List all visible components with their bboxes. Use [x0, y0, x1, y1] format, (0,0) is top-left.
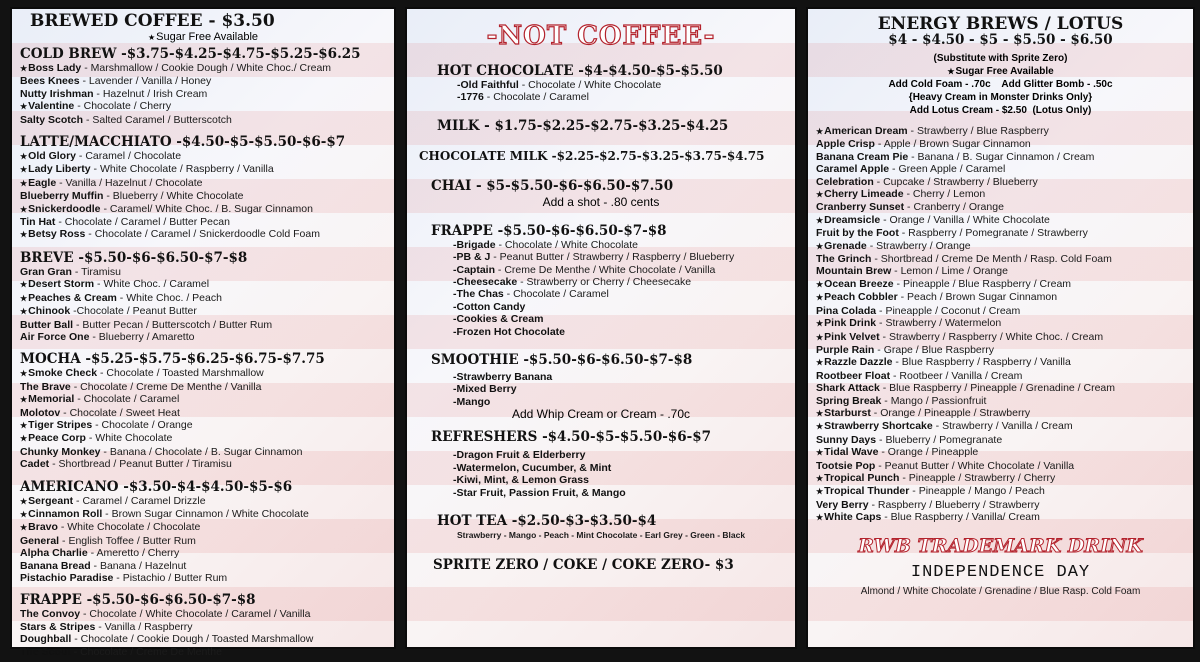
menu-item [816, 305, 1185, 317]
menu-item-description: - Banana / Hazelnut [90, 559, 187, 572]
menu-item-name: -Kiwi, Mint, & Lemon Grass [453, 474, 589, 487]
menu-item-name: Butter Ball [20, 318, 74, 331]
menu-item-name: -Star Fruit, Passion Fruit, & Mango [453, 486, 626, 499]
menu-item [20, 114, 386, 126]
menu-item-name: ★ Peaches & Cream [20, 292, 117, 304]
menu-item-description: - Salted Caramel / Butterscotch [83, 113, 232, 126]
menu-item-name: -Dragon Fruit & Elderberry [453, 449, 586, 462]
menu-item-name: Cadet [20, 458, 50, 471]
menu-item-description: - Pineapple / Coconut / Cream [876, 304, 1021, 317]
menu-item-name: Apple Crisp [816, 138, 875, 151]
menu-item [816, 472, 1185, 485]
menu-item-description: - White Choc. / Peach [116, 291, 222, 304]
add-ons-note: Add Cold Foam - .70c Add Glitter Bomb - .50c [888, 79, 1113, 90]
menu-item-name: ★ Boss Lady [20, 62, 81, 74]
menu-item-name: Caramel Apple [816, 163, 890, 176]
menu-item-description: - Caramel / Chocolate [76, 150, 182, 163]
menu-item-name: ★ Eagle [20, 177, 56, 189]
menu-item-description: - Caramel/ White Choc. / B. Sugar Cinnamon [100, 202, 313, 215]
menu-item [816, 227, 1185, 239]
menu-item-description: - Hazelnut / Irish Cream [93, 87, 208, 100]
menu-item-description: - Cherry / Lemon [903, 188, 986, 201]
menu-item-name: Gran Gran [20, 265, 72, 278]
menu-item-name: -Cheesecake [453, 276, 518, 289]
menu-item-name: ★ Ocean Breeze [816, 278, 894, 290]
menu-item-name: Blueberry Muffin [20, 190, 104, 203]
menu-item-name: ★ Bravo [20, 521, 58, 533]
menu-item [20, 88, 386, 100]
menu-item-description: - Creme De Menthe / White Chocolate / Vanilla [495, 263, 716, 276]
independence-day-title: INDEPENDENCE DAY [910, 562, 1091, 582]
menu-item-description: - Mango / Passionfruit [881, 394, 987, 407]
menu-item-name: ★ Starburst [816, 407, 871, 419]
menu-item-name: ★ Smoke Check [20, 367, 97, 379]
menu-item [816, 138, 1185, 150]
menu-item-description: - Chocolate / Caramel [483, 91, 589, 104]
menu-item-name: Banana Bread [20, 559, 91, 572]
menu-item-name: ★ Cherry Limeade [816, 188, 904, 200]
milk-title: MILK - $1.75-$2.25-$2.75-$3.25-$4.25 [437, 117, 729, 134]
menu-item [20, 432, 386, 445]
menu-item-description: - Blueberry / Pomegranate [876, 433, 1003, 446]
menu-item [453, 276, 783, 288]
menu-item [20, 508, 386, 521]
menu-item-description: - Orange / Pineapple / Strawberry [870, 406, 1031, 419]
menu-item-name: Mountain Brew [816, 265, 892, 278]
menu-item-name: ★ Razzle Dazzle [816, 356, 892, 368]
menu-item-description: - Chocolate / Orange [92, 418, 193, 431]
sugar-free-note-2: ★ Sugar Free Available [816, 65, 1185, 78]
menu-item-description: - Tiramisu [71, 265, 121, 278]
menu-item-name: -Captain [453, 263, 495, 276]
not-coffee-panel [405, 7, 797, 649]
menu-item-name: ★ Dreamsicle [816, 214, 880, 226]
menu-item-description: - Chocolate / Creme De Menthe [70, 645, 222, 658]
menu-item [453, 371, 783, 383]
menu-item-description: - Raspberry / Pomegranate / Strawberry [898, 227, 1088, 240]
menu-item-description: - Shortbread / Creme De Menth / Rasp. Cold Foam [871, 253, 1112, 266]
menu-item-name: Pistachio Paradise [20, 572, 114, 584]
energy-notes [816, 52, 1185, 117]
menu-item-name: The Grinch [816, 253, 872, 266]
mocha-title: MOCHA -$5.25-$5.75-$6.25-$6.75-$7.75 [20, 351, 325, 368]
menu-item-name: Nutty Irishman [20, 87, 94, 100]
smoothie-list [453, 371, 783, 408]
menu-item-description: - Shortbread / Peanut Butter / Tiramisu [49, 458, 232, 471]
menu-item-description: - Blue Raspberry / Pineapple / Grenadine / Cream [879, 382, 1116, 395]
menu-item-description: - Peach / Brown Sugar Cinnamon [897, 291, 1058, 304]
menu-item [20, 521, 386, 534]
menu-item [816, 434, 1185, 446]
frappe2-title: FRAPPE -$5.50-$6-$6.50-$7-$8 [431, 222, 667, 239]
menu-item-description: - Lavender / Vanilla / Honey [79, 75, 212, 88]
energy-prices: $4 - $4.50 - $5 - $5.50 - $6.50 [888, 32, 1113, 48]
menu-item-name: General [20, 534, 60, 547]
latte-title: LATTE/MACCHIATO -$4.50-$5-$5.50-$6-$7 [20, 134, 346, 151]
menu-item [816, 370, 1185, 382]
menu-item [20, 305, 386, 318]
menu-item [20, 278, 386, 291]
menu-item-name: -Brigade [453, 238, 496, 251]
menu-item-name: Cranberry Sunset [816, 201, 905, 214]
mocha-list [20, 367, 386, 470]
menu-item-description: - Blue Raspberry / Raspberry / Vanilla [892, 356, 1071, 369]
menu-item-name: ★ Grenade [816, 240, 867, 252]
menu-item-description: - Raspberry / Blueberry / Strawberry [868, 498, 1040, 511]
menu-item [816, 317, 1185, 330]
menu-item-name: ★ American Dream [816, 125, 908, 137]
menu-item-name: ★ White Caps [816, 511, 881, 523]
menu-item-description: - Lemon / Lime / Orange [891, 265, 1008, 278]
menu-item-name: The Scout [20, 645, 71, 658]
menu-item [20, 216, 386, 228]
menu-item-name: Molotov [20, 406, 61, 419]
menu-item [816, 446, 1185, 459]
menu-item-description: - Apple / Brown Sugar Cinnamon [874, 138, 1031, 151]
menu-item [20, 319, 386, 331]
menu-item-name: -Watermelon, Cucumber, & Mint [453, 461, 612, 474]
menu-item [816, 460, 1185, 472]
menu-item [816, 151, 1185, 163]
menu-item-description: - Ameretto / Cherry [87, 547, 180, 560]
sugar-free-note: ★ Sugar Free Available [20, 31, 386, 44]
menu-item [20, 419, 386, 432]
menu-item [20, 495, 386, 508]
menu-item [453, 239, 783, 251]
menu-item-description: - White Chocolate / Raspberry / Vanilla [90, 163, 274, 176]
menu-item [816, 240, 1185, 253]
menu-item-description: - Chocolate / Toasted Marshmallow [97, 367, 264, 380]
menu-item-description: - Butter Pecan / Butterscotch / Butter Rum [73, 318, 273, 331]
menu-item-name: Doughball [20, 633, 72, 646]
menu-item [20, 572, 386, 584]
menu-item-description: - Chocolate / White Chocolate [518, 79, 662, 91]
hot-chocolate-title: HOT CHOCOLATE -$4-$4.50-$5-$5.50 [437, 63, 723, 79]
menu-item [20, 266, 386, 278]
menu-item-name: ★ Tropical Thunder [816, 485, 909, 497]
menu-item [816, 420, 1185, 433]
menu-item [20, 393, 386, 406]
refreshers-title: REFRESHERS -$4.50-$5-$5.50-$6-$7 [431, 429, 711, 446]
menu-item-description: - Blueberry / Amaretto [89, 330, 195, 343]
menu-item-name: -Cookies & Cream [453, 313, 544, 326]
menu-item-name: Rootbeer Float [816, 369, 891, 382]
menu-item [453, 449, 783, 461]
menu-item-description: - White Choc. / Caramel [94, 278, 210, 291]
menu-item [20, 203, 386, 216]
menu-item-description: - Chocolate / Cookie Dough / Toasted Marshmallow [71, 633, 314, 646]
menu-item-name: ★ Memorial [20, 393, 74, 405]
menu-item [816, 176, 1185, 188]
chai-note: Add a shot - .80 cents [542, 194, 660, 209]
menu-item [453, 251, 783, 263]
menu-item [20, 621, 386, 633]
hot-tea-flavors: Strawberry - Mango - Peach - Mint Chocolate - Earl Grey - Green - Black [456, 529, 746, 540]
menu-item-name: -Strawberry Banana [453, 371, 553, 384]
energy-brews-panel [806, 7, 1195, 649]
substitute-note: (Substitute with Sprite Zero) [933, 53, 1068, 64]
lotus-cream-note: Add Lotus Cream - $2.50 (Lotus Only) [909, 105, 1092, 116]
menu-item-name: ★ Lady Liberty [20, 163, 91, 175]
menu-item [457, 91, 783, 103]
energy-title: ENERGY BREWS / LOTUS [877, 14, 1124, 34]
menu-item-name: Pina Colada [816, 304, 877, 317]
frappe2-list [453, 239, 783, 338]
menu-item-name: Salty Scotch [20, 113, 84, 126]
brewed-coffee-title: BREWED COFFEE - $3.50 [30, 11, 275, 31]
menu-item-name: ★ Chinook [20, 305, 70, 317]
menu-item-name: Air Force One [20, 330, 90, 343]
menu-item [816, 511, 1185, 524]
menu-item [453, 326, 783, 338]
menu-item-description: - Blue Raspberry / Vanilla/ Cream [881, 511, 1040, 524]
menu-item-description: - Chocolate / Caramel [503, 288, 609, 301]
menu-item [453, 301, 783, 313]
menu-item-name: ★ Tiger Stripes [20, 419, 92, 431]
menu-item-name: ★ Cinnamon Roll [20, 508, 102, 520]
menu-item [453, 487, 783, 499]
menu-item-description: - Pineapple / Blue Raspberry / Cream [893, 277, 1072, 290]
menu-item-description: - Strawberry / Orange [866, 239, 971, 252]
menu-item-name: The Brave [20, 380, 71, 393]
menu-item-description: - Pistachio / Butter Rum [113, 572, 228, 584]
menu-item-name: ★ Old Glory [20, 150, 76, 162]
menu-item [816, 278, 1185, 291]
menu-item-description: - Chocolate / Cherry [74, 100, 172, 113]
menu-item-name: -Mango [453, 395, 491, 408]
menu-item-name: ★ Pink Drink [816, 317, 876, 329]
menu-item [20, 608, 386, 620]
menu-item [20, 150, 386, 163]
menu-item-name: ★ Pink Velvet [816, 331, 880, 343]
menu-item-name: Alpha Charlie [20, 547, 88, 560]
menu-item-name: ★ Strawberry Shortcake [816, 420, 933, 432]
menu-item [816, 125, 1185, 138]
menu-item [816, 331, 1185, 344]
menu-item [453, 474, 783, 486]
refreshers-list [453, 449, 783, 499]
menu-item-name: Chunky Monkey [20, 445, 101, 458]
menu-item [816, 253, 1185, 265]
menu-item [20, 163, 386, 176]
menu-item-name: Tin Hat [20, 216, 56, 229]
menu-item [20, 458, 386, 470]
menu-item-name: ★ Tidal Wave [816, 446, 878, 458]
menu-item [453, 264, 783, 276]
menu-item [453, 288, 783, 300]
menu-item [20, 446, 386, 458]
latte-list [20, 150, 386, 242]
hot-chocolate-list [457, 79, 783, 104]
menu-item [20, 381, 386, 393]
menu-item-name: Shark Attack [816, 382, 880, 395]
menu-item-description: -Chocolate / Peanut Butter [70, 305, 197, 318]
menu-item-description: - Green Apple / Caramel [889, 163, 1006, 176]
menu-item [20, 331, 386, 343]
menu-item [816, 291, 1185, 304]
menu-item-name: ★ Snickerdoodle [20, 203, 101, 215]
menu-item [20, 646, 386, 658]
menu-item [816, 407, 1185, 420]
menu-item-name: Bees Knees [20, 75, 80, 88]
menu-item-description: - Strawberry / Vanilla / Cream [932, 420, 1073, 433]
menu-item-description: - Banana / B. Sugar Cinnamon / Cream [908, 150, 1095, 163]
menu-item-description: - Chocolate / Sweet Heat [60, 406, 180, 419]
menu-item [816, 395, 1185, 407]
coffee-menu-panel [10, 7, 396, 658]
menu-item-name: ★ Sergeant [20, 495, 73, 507]
menu-item [20, 547, 386, 559]
menu-item-description: - Pineapple / Mango / Peach [909, 485, 1045, 498]
menu-item [816, 201, 1185, 213]
menu-item-description: - Strawberry or Cherry / Cheesecake [517, 276, 692, 289]
menu-item-description: - Chocolate / White Chocolate [495, 238, 638, 251]
breve-list [20, 266, 386, 343]
menu-item-description: - Orange / Pineapple [878, 446, 979, 459]
hot-tea-title: HOT TEA -$2.50-$3-$3.50-$4 [437, 512, 657, 529]
menu-item [816, 485, 1185, 498]
menu-item [816, 499, 1185, 511]
menu-item [20, 177, 386, 190]
menu-item-name: -PB & J [453, 251, 491, 264]
breve-title: BREVE -$5.50-$6-$6.50-$7-$8 [20, 249, 248, 266]
menu-item-description: - Banana / Chocolate / B. Sugar Cinnamon [100, 445, 303, 458]
menu-item-description: - Peanut Butter / Strawberry / Raspberry / Blueberry [490, 251, 735, 264]
menu-item-name: Banana Cream Pie [816, 150, 909, 163]
menu-item-name: -Old Faithful [457, 79, 519, 91]
menu-item-name: Very Berry [816, 498, 869, 511]
menu-item-name: The Convoy [20, 608, 81, 621]
menu-item-description: - Marshmallow / Cookie Dough / White Choc./ Cream [81, 62, 332, 74]
menu-item [816, 356, 1185, 369]
menu-item [816, 265, 1185, 277]
menu-item-description: - Vanilla / Raspberry [95, 620, 193, 633]
menu-item [20, 367, 386, 380]
menu-item [20, 292, 386, 305]
menu-item-name: Fruit by the Foot [816, 227, 899, 240]
menu-item [20, 228, 386, 241]
menu-item [20, 633, 386, 645]
independence-day-desc: Almond / White Chocolate / Grenadine / Blue Rasp. Cold Foam [860, 585, 1141, 597]
menu-item-description: - Rootbeer / Vanilla / Cream [890, 369, 1023, 382]
menu-item-description: - Chocolate / Caramel / Butter Pecan [55, 216, 230, 229]
menu-item-name: ★ Peace Corp [20, 432, 86, 444]
menu-item-name: Sunny Days [816, 433, 877, 446]
americano-title: AMERICANO -$3.50-$4-$4.50-$5-$6 [20, 478, 293, 495]
sprite-coke-title: SPRITE ZERO / COKE / COKE ZERO- $3 [433, 557, 734, 574]
menu-item-description: - Chocolate / Caramel [74, 393, 180, 406]
menu-item-description: - Strawberry / Raspberry / White Choc. / Cream [879, 330, 1104, 343]
menu-item [816, 163, 1185, 175]
menu-item [453, 383, 783, 395]
menu-item-name: ★ Peach Cobbler [816, 291, 898, 303]
menu-item [20, 560, 386, 572]
rwb-trademark-title: RWB TRADEMARK DRINK [858, 534, 1143, 557]
menu-item-name: -Cotton Candy [453, 300, 526, 313]
not-coffee-header: -NOT COFFEE- [486, 21, 716, 51]
menu-item-name: -The Chas [453, 288, 504, 301]
menu-item [453, 462, 783, 474]
heavy-cream-note: {Heavy Cream in Monster Drinks Only} [908, 92, 1093, 103]
menu-item-description: - Grape / Blue Raspberry [874, 343, 994, 356]
menu-item [20, 190, 386, 202]
menu-item-description: - Orange / Vanilla / White Chocolate [880, 213, 1050, 226]
menu-item-description: - Brown Sugar Cinnamon / White Chocolate [102, 507, 309, 520]
menu-item-name: Celebration [816, 175, 874, 188]
menu-item-description: - Strawberry / Watermelon [876, 317, 1002, 330]
menu-item-description: - Chocolate / Creme De Menthe / Vanilla [70, 380, 262, 393]
menu-item-name: ★ Betsy Ross [20, 228, 85, 240]
menu-item-name: -Frozen Hot Chocolate [453, 325, 565, 338]
menu-item-description: - Vanilla / Hazelnut / Chocolate [56, 176, 203, 189]
menu-item-description: - White Chocolate / Chocolate [57, 521, 201, 534]
menu-item-description: - Caramel / Caramel Drizzle [73, 494, 206, 507]
smoothie-title: SMOOTHIE -$5.50-$6-$6.50-$7-$8 [431, 352, 693, 369]
menu-item-description: - Blueberry / White Chocolate [103, 190, 244, 203]
menu-item-description: - Cupcake / Strawberry / Blueberry [873, 175, 1038, 188]
menu-item [453, 313, 783, 325]
menu-item-description: - Cranberry / Orange [904, 201, 1004, 214]
energy-list [816, 125, 1185, 525]
menu-item-description: - Peanut Butter / White Chocolate / Vanilla [875, 459, 1075, 472]
menu-item-name: ★ Tropical Punch [816, 472, 899, 484]
menu-item-name: -1776 [457, 91, 484, 104]
americano-list [20, 495, 386, 585]
smoothie-note: Add Whip Cream or Cream - .70c [511, 407, 691, 422]
menu-item-description: - Chocolate / White Chocolate / Caramel / Vanilla [80, 608, 311, 621]
menu-item-description: - Chocolate / Caramel / Snickerdoodle Cold Foam [85, 228, 320, 241]
menu-item [20, 407, 386, 419]
menu-item [816, 214, 1185, 227]
frappe-list [20, 608, 386, 658]
chocolate-milk-title: CHOCOLATE MILK -$2.25-$2.75-$3.25-$3.75-$4.75 [419, 148, 765, 163]
menu-item [20, 100, 386, 113]
menu-item-name: Purple Rain [816, 343, 875, 356]
menu-item-name: -Mixed Berry [453, 383, 517, 396]
chai-title: CHAI - $5-$5.50-$6-$6.50-$7.50 [431, 177, 674, 194]
cold-brew-title: COLD BREW -$3.75-$4.25-$4.75-$5.25-$6.25 [20, 46, 361, 62]
menu-item-name: Spring Break [816, 394, 882, 407]
menu-item [816, 382, 1185, 394]
frappe-title: FRAPPE -$5.50-$6-$6.50-$7-$8 [20, 592, 256, 609]
menu-item-description: - Strawberry / Blue Raspberry [907, 125, 1049, 137]
menu-item [816, 188, 1185, 201]
menu-item-name: Stars & Stripes [20, 620, 96, 633]
menu-item [20, 75, 386, 87]
menu-item-name: ★ Desert Storm [20, 278, 94, 290]
cold-brew-list [20, 62, 386, 126]
menu-item-description: - Pineapple / Strawberry / Cherry [899, 471, 1056, 484]
menu-item-description: - English Toffee / Butter Rum [59, 534, 196, 547]
menu-item-name: ★ Valentine [20, 100, 74, 112]
menu-item [816, 344, 1185, 356]
menu-item [457, 79, 783, 91]
menu-item [20, 62, 386, 75]
menu-item-name: Tootsie Pop [816, 459, 876, 472]
menu-item-description: - White Chocolate [85, 432, 173, 445]
menu-item [20, 535, 386, 547]
